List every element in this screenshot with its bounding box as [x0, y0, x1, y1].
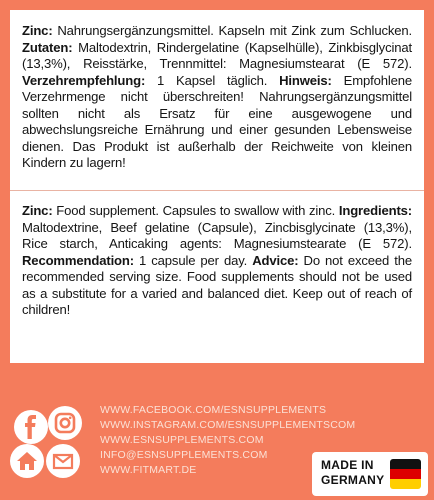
flag-stripe-gold: [390, 479, 421, 489]
shop-link[interactable]: WWW.FITMART.DE: [100, 464, 197, 476]
german-flag-icon: [390, 459, 421, 489]
de-dose-text: 1 Kapsel täglich.: [145, 72, 280, 88]
de-ingredients-label: Zutaten:: [22, 39, 73, 55]
email-link[interactable]: INFO@ESNSUPPLEMENTS.COM: [100, 449, 268, 461]
english-text-block: [22, 203, 412, 319]
facebook-icon: [14, 410, 48, 444]
ingredients-panel: [10, 10, 424, 363]
de-note-text: Empfohlene Verzehrmenge nicht überschreiten! Nahrungsergänzungsmittel sollten nicht als Ersatz für eine ausgewogene und abwechslungsreiche Ernährung und einer gesunden Lebensweise dienen. Das Produkt ist außerhalb der Reichweite von kleinen Kindern zu lagern!: [22, 72, 412, 170]
de-dose-label: Verzehrempfehlung:: [22, 72, 146, 88]
de-zinc-text: Nahrungsergänzungsmittel. Kapseln mit Zink zum Schlucken.: [52, 23, 412, 38]
mail-icon: [46, 444, 80, 478]
badge-text: [321, 458, 384, 488]
en-zinc-label: Zinc:: [22, 203, 53, 218]
de-ingredients-text: Maltodextrin, Rindergelatine (Kapselhülle), Zinkbisglycinat (13,3%), Reisstärke, Trennmittel: Magnesiumstearat (E 572).: [22, 39, 412, 71]
contact-footer: [0, 380, 434, 500]
flag-stripe-red: [390, 469, 421, 479]
en-dose-text: 1 capsule per day.: [133, 252, 253, 268]
en-zinc-text: Food supplement. Capsules to swallow with zinc.: [52, 203, 339, 218]
language-divider: [10, 190, 424, 191]
badge-line1: MADE IN: [321, 458, 374, 472]
home-icon: [10, 444, 44, 478]
en-ingredients-label: Ingredients:: [338, 203, 412, 218]
made-in-germany-badge: [312, 452, 428, 496]
de-note-label: Hinweis:: [279, 72, 332, 88]
facebook-link[interactable]: WWW.FACEBOOK.COM/ESNSUPPLEMENTS: [100, 404, 327, 416]
en-note-text: Do not exceed the recommended serving size. Food supplements should not be used as a substitute for a varied and balanced diet. Keep out of reach of children!: [22, 252, 412, 317]
flag-stripe-black: [390, 459, 421, 469]
en-ingredients-text: Maltodextrine, Beef gelatine (Capsule), Zincbisglycinate (13,3%), Rice starch, Anticaking agents: Magnesiumstearate (E 572).: [22, 219, 412, 251]
german-text-block: [22, 23, 412, 172]
en-note-label: Advice:: [252, 252, 299, 268]
en-dose-label: Recommendation:: [22, 252, 134, 268]
website-link[interactable]: WWW.ESNSUPPLEMENTS.COM: [100, 434, 264, 446]
instagram-link[interactable]: WWW.INSTAGRAM.COM/ESNSUPPLEMENTSCOM: [100, 419, 356, 431]
de-zinc-label: Zinc:: [22, 23, 53, 38]
instagram-icon: [48, 406, 82, 440]
badge-line2: GERMANY: [321, 473, 385, 487]
